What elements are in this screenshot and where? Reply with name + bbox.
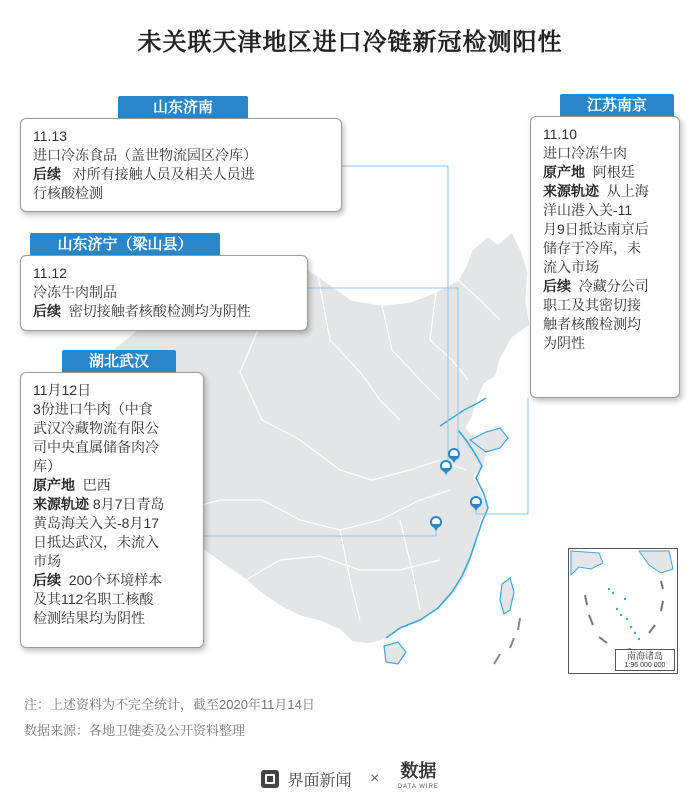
label-jining: 山东济宁（梁山县）	[30, 233, 220, 257]
label-nanjing: 江苏南京	[560, 94, 674, 118]
card-line: 储存于冷库，未	[543, 240, 641, 256]
card-line: 日抵达武汉，未流入	[33, 534, 159, 550]
card-line: 职工及其密切接	[543, 297, 641, 313]
card-value: 从上海	[606, 183, 649, 199]
card-key: 后续	[33, 303, 61, 319]
card-line: 武汉冷藏物流有限公	[33, 420, 159, 436]
card-line	[33, 571, 193, 590]
card-value: 冷藏分公司	[578, 278, 649, 294]
card-line: 11.10	[543, 126, 577, 142]
card-line	[33, 495, 193, 514]
card-line: 进口冷冻食品（盖世物流园区冷库）	[33, 147, 257, 163]
card-value: 8月7日青岛	[92, 496, 165, 512]
card-line	[543, 182, 669, 201]
card-value: 200个环境样本	[68, 572, 163, 588]
card-line: 库）	[33, 458, 61, 474]
card-key: 原产地	[543, 164, 585, 180]
brand-jiemian: 界面新闻	[287, 772, 352, 790]
card-line	[33, 302, 297, 321]
hainan	[384, 642, 406, 664]
card-key: 后续	[543, 278, 571, 294]
card-line	[543, 163, 669, 182]
card-value: 对所有接触人员及相关人员进	[72, 166, 255, 182]
card-line: 行核酸检测	[33, 185, 103, 201]
card-wuhan	[20, 372, 204, 648]
card-nanjing	[530, 116, 680, 398]
card-line: 11.13	[33, 128, 67, 144]
card-key: 后续	[33, 166, 61, 182]
card-line: 市场	[33, 553, 61, 569]
label-wuhan: 湖北武汉	[62, 350, 176, 374]
datawire-logo-sub: DATA WIRE	[397, 784, 439, 790]
times-separator: ×	[370, 770, 380, 787]
south-china-sea-inset	[568, 548, 678, 674]
card-line: 11.12	[33, 265, 67, 281]
card-line	[33, 476, 193, 495]
jiemian-logo-icon	[261, 770, 279, 788]
card-line: 3份进口牛肉（中食	[33, 401, 153, 417]
card-line: 月9日抵达南京后	[543, 221, 649, 237]
card-line: 触者核酸检测均	[543, 316, 641, 332]
datawire-logo-text: 数据	[400, 761, 437, 781]
inset-caption	[615, 649, 675, 671]
card-line: 司中央直属储备肉冷	[33, 439, 159, 455]
card-line: 进口冷冻牛肉	[543, 145, 627, 161]
datawire-logo	[397, 761, 439, 794]
footer	[0, 761, 700, 792]
card-value: 阿根廷	[592, 164, 635, 180]
card-line	[33, 165, 331, 184]
card-line: 为阴性	[543, 335, 585, 351]
card-line: 流入市场	[543, 259, 599, 275]
note-disclaimer: 注：上述资料为不完全统计，截至2020年11月14日	[24, 697, 315, 712]
card-value: 巴西	[82, 477, 111, 493]
label-jinan: 山东济南	[118, 96, 248, 120]
card-jining	[20, 255, 308, 331]
card-line: 冷冻牛肉制品	[33, 284, 117, 300]
card-line: 及其112名职工核酸	[33, 591, 154, 607]
page-title: 未关联天津地区进口冷链新冠检测阳性	[137, 29, 563, 56]
card-key: 来源轨迹	[543, 183, 599, 199]
card-line: 检测结果均为阴性	[33, 610, 145, 626]
card-key: 来源轨迹	[33, 496, 89, 512]
card-jinan	[20, 118, 342, 212]
card-line: 洋山港入关-11	[543, 202, 633, 218]
card-key: 后续	[33, 572, 61, 588]
inset-caption-title: 南海诸岛	[626, 651, 663, 661]
card-line: 黄岛海关入关-8月17	[33, 515, 160, 531]
card-line	[543, 277, 669, 296]
card-key: 原产地	[33, 477, 75, 493]
taiwan	[500, 578, 514, 614]
card-value: 密切接触者核酸检测均为阴性	[68, 303, 251, 319]
card-line: 11月12日	[33, 382, 92, 398]
note-source: 数据来源：各地卫健委及公开资料整理	[24, 723, 246, 738]
sea-boundary-dashes	[494, 618, 520, 664]
inset-scale: 1:96 000 000	[624, 662, 666, 669]
